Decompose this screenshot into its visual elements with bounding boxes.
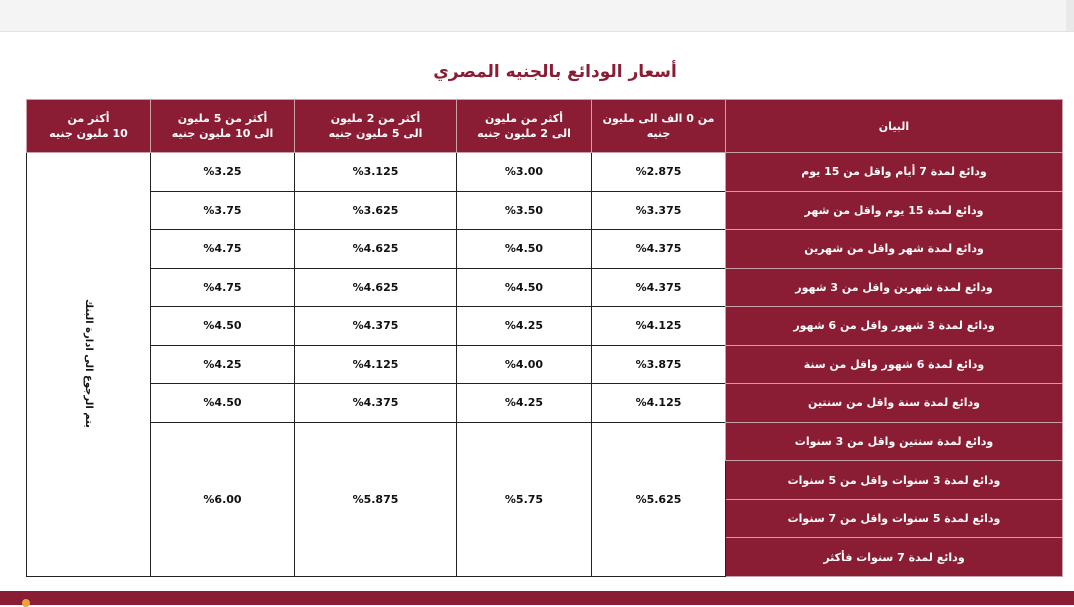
row-label: ودائع لمدة 3 سنوات واقل من 5 سنوات	[726, 461, 1063, 500]
rate-cell: %3.875	[592, 345, 726, 384]
rate-cell: %4.125	[592, 384, 726, 423]
header-tier-4-line2: الى 10 مليون جنيه	[171, 127, 274, 140]
rate-cell: %4.25	[457, 384, 592, 423]
rate-cell: %4.625	[295, 268, 457, 307]
table-header-row	[27, 100, 1063, 153]
header-tier-3-line2: الى 5 مليون جنيه	[328, 127, 423, 140]
table-row	[27, 307, 1063, 346]
rate-cell: %4.125	[295, 345, 457, 384]
over-10m-note-cell	[27, 153, 151, 577]
row-label: ودائع لمدة 5 سنوات واقل من 7 سنوات	[726, 499, 1063, 538]
header-statement: البيان	[726, 100, 1063, 153]
top-bar-edge	[1066, 0, 1074, 31]
table-row	[27, 384, 1063, 423]
rate-cell: %4.50	[151, 307, 295, 346]
rate-cell: %4.25	[457, 307, 592, 346]
deposit-rates-table	[26, 99, 1063, 577]
rate-cell: %4.50	[457, 268, 592, 307]
header-tier-5	[27, 100, 151, 153]
header-tier-4	[151, 100, 295, 153]
rate-cell: %4.375	[592, 230, 726, 269]
rate-cell: %4.125	[592, 307, 726, 346]
row-label: ودائع لمدة شهرين واقل من 3 شهور	[726, 268, 1063, 307]
rate-cell: %4.375	[295, 307, 457, 346]
rate-cell: %3.125	[295, 153, 457, 192]
rate-cell: %3.50	[457, 191, 592, 230]
header-tier-5-line2: 10 مليون جنيه	[49, 127, 128, 140]
header-tier-3	[295, 100, 457, 153]
row-label: ودائع لمدة 6 شهور واقل من سنة	[726, 345, 1063, 384]
table-row	[27, 345, 1063, 384]
bottom-bar	[0, 591, 1074, 605]
rate-cell: %6.00	[151, 422, 295, 576]
rate-cell: %3.75	[151, 191, 295, 230]
page-title: أسعار الودائع بالجنيه المصري	[433, 62, 677, 82]
rate-cell: %5.625	[592, 422, 726, 576]
rate-cell: %3.25	[151, 153, 295, 192]
row-label: ودائع لمدة سنة واقل من سنتين	[726, 384, 1063, 423]
row-label: ودائع لمدة سنتين واقل من 3 سنوات	[726, 422, 1063, 461]
table-row	[27, 268, 1063, 307]
rate-cell: %4.50	[151, 384, 295, 423]
rate-cell: %4.50	[457, 230, 592, 269]
table-row	[27, 191, 1063, 230]
rate-cell: %4.625	[295, 230, 457, 269]
header-tier-3-line1: أكثر من 2 مليون	[330, 112, 421, 125]
over-10m-note: يتم الرجوع الى ادارة البنك	[83, 298, 94, 428]
row-label: ودائع لمدة 7 سنوات فأكثر	[726, 538, 1063, 577]
header-tier-2	[457, 100, 592, 153]
header-tier-2-line2: الى 2 مليون جنيه	[477, 127, 571, 140]
table-row	[27, 153, 1063, 192]
rate-cell: %3.625	[295, 191, 457, 230]
rate-cell: %4.75	[151, 268, 295, 307]
row-label: ودائع لمدة 15 يوم واقل من شهر	[726, 191, 1063, 230]
row-label: ودائع لمدة شهر واقل من شهرين	[726, 230, 1063, 269]
header-tier-5-line1: أكثر من	[67, 112, 110, 125]
rate-cell: %3.00	[457, 153, 592, 192]
row-label: ودائع لمدة 3 شهور واقل من 6 شهور	[726, 307, 1063, 346]
rate-cell: %5.875	[295, 422, 457, 576]
table-row	[27, 230, 1063, 269]
table-row	[27, 422, 1063, 461]
rate-cell: %5.75	[457, 422, 592, 576]
top-bar	[0, 0, 1074, 32]
row-label: ودائع لمدة 7 أيام واقل من 15 يوم	[726, 153, 1063, 192]
header-tier-2-line1: أكثر من مليون	[485, 112, 563, 125]
rate-cell: %4.25	[151, 345, 295, 384]
header-tier-4-line1: أكثر من 5 مليون	[177, 112, 268, 125]
header-tier-1: من 0 الف الى مليون جنيه	[592, 100, 726, 153]
rate-cell: %4.00	[457, 345, 592, 384]
rate-cell: %3.375	[592, 191, 726, 230]
rate-cell: %4.375	[295, 384, 457, 423]
rate-cell: %2.875	[592, 153, 726, 192]
rate-cell: %4.75	[151, 230, 295, 269]
rate-cell: %4.375	[592, 268, 726, 307]
bottom-bar-dot	[22, 599, 30, 607]
